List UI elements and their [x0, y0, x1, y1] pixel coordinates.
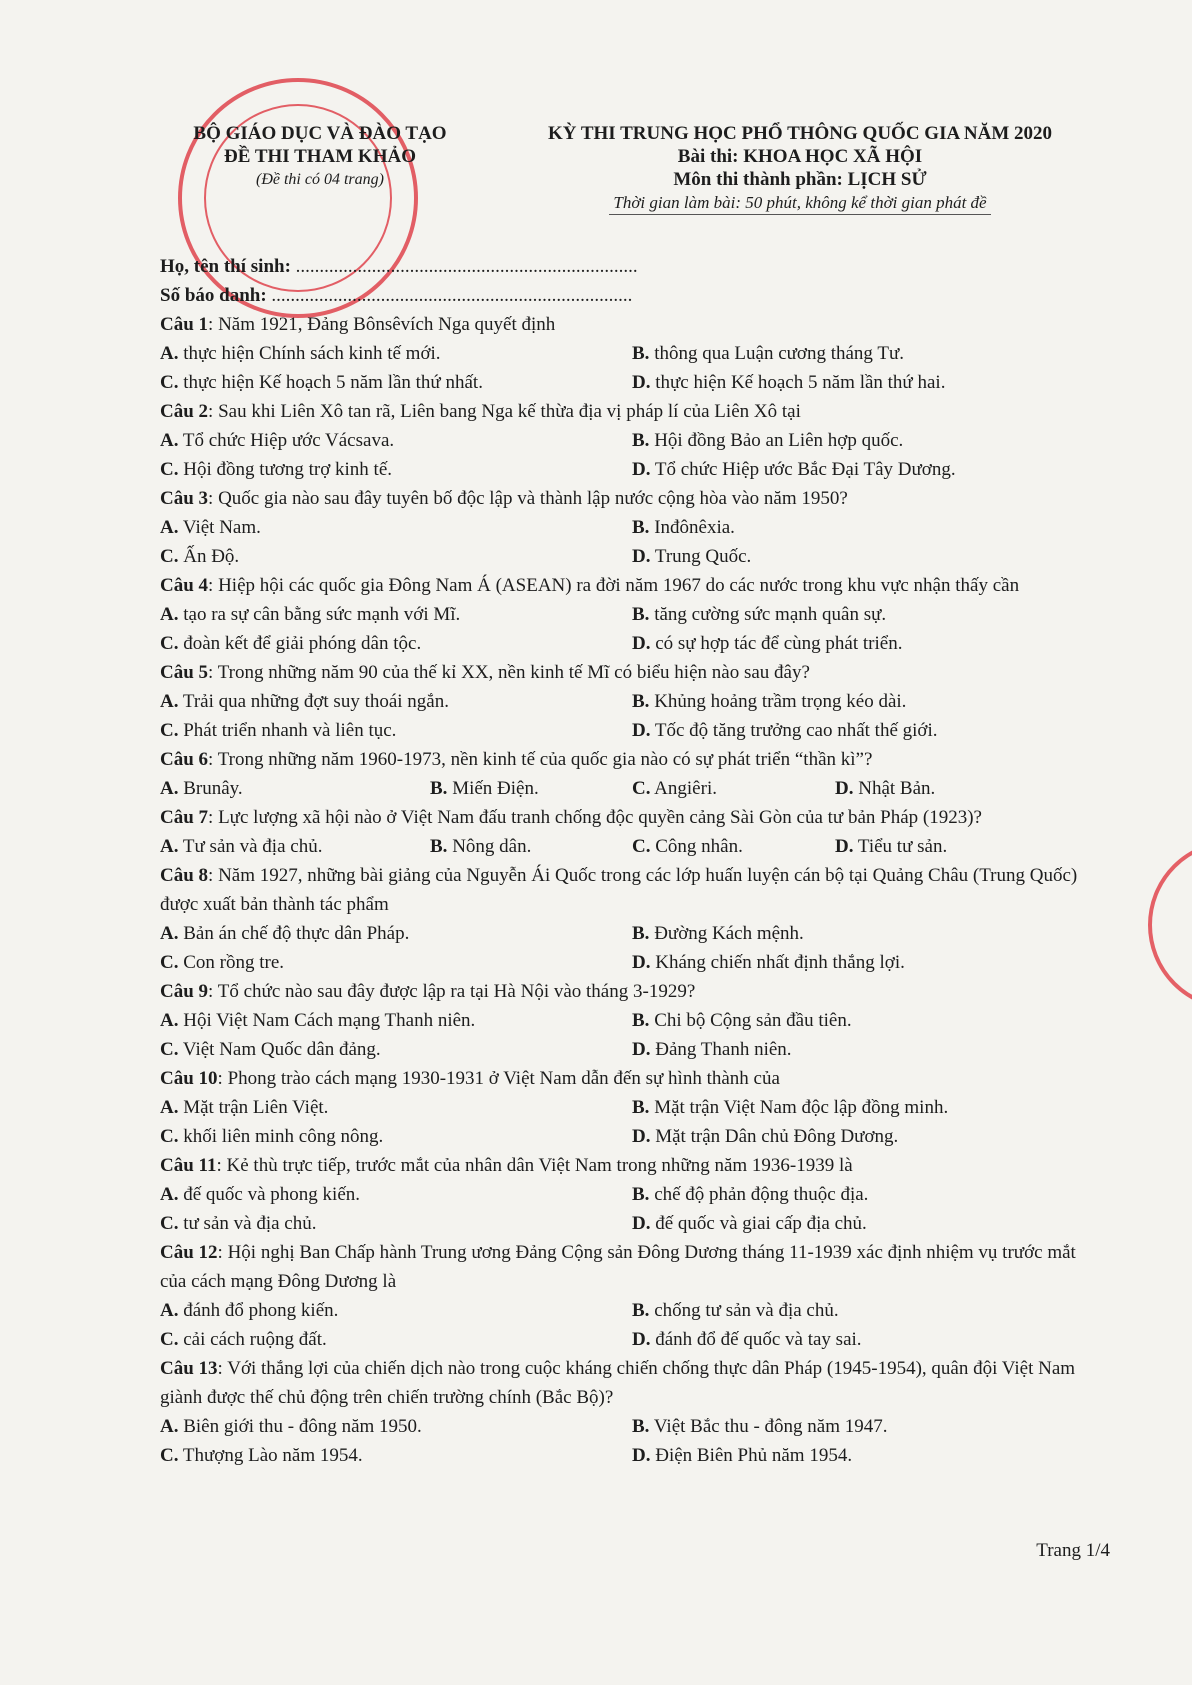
option-letter: A. [160, 778, 179, 799]
option-text: đoàn kết để giải phóng dân tộc. [178, 633, 422, 654]
question-number: Câu 12 [160, 1242, 218, 1263]
option-letter: B. [632, 1416, 650, 1437]
answer-option [160, 948, 632, 977]
option-text: Angiêri. [650, 778, 717, 799]
candidate-name-line [160, 252, 1105, 281]
page-number: Trang 1/4 [1036, 1540, 1110, 1561]
question-stem [160, 1151, 1105, 1180]
answer-option [160, 1209, 632, 1238]
question-stem [160, 484, 1105, 513]
option-text: Mặt trận Việt Nam độc lập đồng minh. [649, 1097, 949, 1118]
answer-option [835, 774, 1105, 803]
option-text: tăng cường sức mạnh quân sự. [649, 604, 887, 625]
option-text: đánh đổ phong kiến. [178, 1300, 339, 1321]
option-text: Inđônêxia. [649, 517, 735, 538]
option-text: thông qua Luận cương tháng Tư. [649, 343, 904, 364]
option-letter: C. [160, 372, 179, 393]
question-4 [160, 571, 1105, 658]
answer-option [632, 1441, 1105, 1470]
option-letter: A. [160, 1184, 179, 1205]
option-text: Hội đồng Bảo an Liên hợp quốc. [649, 430, 904, 451]
option-letter: B. [430, 778, 448, 799]
answer-option [632, 455, 1105, 484]
option-text: Việt Nam Quốc dân đảng. [178, 1039, 381, 1060]
answer-options [160, 426, 1105, 484]
answer-options [160, 1006, 1105, 1064]
question-number: Câu 13 [160, 1358, 218, 1379]
option-text: Thượng Lào năm 1954. [178, 1445, 363, 1466]
question-6 [160, 745, 1105, 803]
option-text: Tổ chức Hiệp ước Vácsava. [178, 430, 395, 451]
answer-option [632, 1006, 1105, 1035]
question-text: : Tổ chức nào sau đây được lập ra tại Hà Nội vào tháng 3-1929? [208, 981, 696, 1002]
answer-option [160, 513, 632, 542]
question-number: Câu 3 [160, 488, 209, 509]
question-number: Câu 8 [160, 865, 209, 886]
option-letter: C. [160, 1126, 179, 1147]
answer-option [160, 1180, 632, 1209]
option-letter: D. [632, 952, 651, 973]
option-letter: B. [632, 430, 650, 451]
option-text: khối liên minh công nông. [178, 1126, 384, 1147]
option-letter: C. [160, 952, 179, 973]
option-letter: D. [835, 778, 854, 799]
answer-options [160, 513, 1105, 571]
answer-option [835, 832, 1105, 861]
option-text: Brunây. [178, 778, 243, 799]
answer-option [632, 1412, 1105, 1441]
option-text: Hội đồng tương trợ kinh tế. [178, 459, 393, 480]
answer-options [160, 1180, 1105, 1238]
option-text: Công nhân. [650, 836, 743, 857]
option-letter: B. [632, 1300, 650, 1321]
answer-option [160, 339, 632, 368]
answer-option [632, 600, 1105, 629]
answer-option [160, 687, 632, 716]
question-list [160, 310, 1105, 1470]
option-letter: B. [632, 1097, 650, 1118]
option-letter: A. [160, 1416, 179, 1437]
answer-option [632, 948, 1105, 977]
question-number: Câu 6 [160, 749, 209, 770]
option-letter: B. [632, 343, 650, 364]
answer-option [160, 1325, 632, 1354]
question-1 [160, 310, 1105, 397]
candidate-id-label: Số báo danh: [160, 285, 267, 306]
option-letter: D. [632, 372, 651, 393]
option-letter: D. [632, 1329, 651, 1350]
answer-option [160, 600, 632, 629]
option-text: Tư sản và địa chủ. [178, 836, 323, 857]
option-letter: D. [632, 546, 651, 567]
answer-option [160, 426, 632, 455]
option-text: đế quốc và phong kiến. [178, 1184, 360, 1205]
answer-options [160, 919, 1105, 977]
option-text: thực hiện Kế hoạch 5 năm lần thứ hai. [650, 372, 946, 393]
pages-note: (Đề thi có 04 trang) [256, 171, 384, 188]
header-right [500, 122, 1100, 215]
option-text: chế độ phản động thuộc địa. [649, 1184, 869, 1205]
question-10 [160, 1064, 1105, 1151]
question-number: Câu 5 [160, 662, 209, 683]
candidate-id-field: ............................................................................ [271, 285, 633, 306]
option-letter: D. [632, 720, 651, 741]
option-letter: A. [160, 604, 179, 625]
option-text: có sự hợp tác để cùng phát triển. [650, 633, 903, 654]
answer-option [160, 1093, 632, 1122]
answer-option [632, 426, 1105, 455]
question-text: : Kẻ thù trực tiếp, trước mắt của nhân dân Việt Nam trong những năm 1936-1939 là [216, 1155, 853, 1176]
option-letter: D. [835, 836, 854, 857]
option-text: Khủng hoảng trầm trọng kéo dài. [649, 691, 907, 712]
question-text: : Năm 1927, những bài giảng của Nguyễn Ái Quốc trong các lớp huấn luyện cán bộ tại Quảng Châu (Trung Quốc) được xuất bản thành tác phẩm [160, 865, 1078, 915]
option-letter: C. [632, 778, 651, 799]
option-letter: C. [160, 1039, 179, 1060]
option-letter: C. [160, 633, 179, 654]
option-text: Mặt trận Dân chủ Đông Dương. [650, 1126, 899, 1147]
option-letter: D. [632, 1126, 651, 1147]
answer-option [632, 542, 1105, 571]
option-text: Trải qua những đợt suy thoái ngắn. [178, 691, 449, 712]
option-text: Nhật Bản. [853, 778, 936, 799]
option-letter: A. [160, 836, 179, 857]
answer-option [632, 716, 1105, 745]
option-text: Bản án chế độ thực dân Pháp. [178, 923, 410, 944]
option-text: Tốc độ tăng trưởng cao nhất thế giới. [650, 720, 938, 741]
answer-option [160, 716, 632, 745]
option-text: Ấn Độ. [178, 546, 240, 567]
option-text: Việt Bắc thu - đông năm 1947. [649, 1416, 888, 1437]
question-11 [160, 1151, 1105, 1238]
exam-content [160, 252, 1105, 1470]
option-letter: B. [632, 604, 650, 625]
option-letter: C. [160, 459, 179, 480]
option-letter: D. [632, 459, 651, 480]
time-note: Thời gian làm bài: 50 phút, không kể thời gian phát đề [609, 191, 990, 215]
question-text: : Hiệp hội các quốc gia Đông Nam Á (ASEAN) ra đời năm 1967 do các nước trong khu vực nhận thấy cần [208, 575, 1020, 596]
answer-option [160, 774, 430, 803]
question-12 [160, 1238, 1105, 1354]
question-stem [160, 658, 1105, 687]
answer-option [632, 629, 1105, 658]
question-7 [160, 803, 1105, 861]
answer-option [160, 542, 632, 571]
option-text: Trung Quốc. [650, 546, 752, 567]
answer-option [160, 368, 632, 397]
answer-option [430, 832, 632, 861]
question-text: : Hội nghị Ban Chấp hành Trung ương Đảng Cộng sản Đông Dương tháng 11-1939 xác định nhiệm vụ trước mắt của cách mạng Đông Dương là [160, 1242, 1076, 1292]
question-2 [160, 397, 1105, 484]
candidate-name-label: Họ, tên thí sinh: [160, 256, 291, 277]
option-letter: A. [160, 923, 179, 944]
answer-option [632, 919, 1105, 948]
option-letter: B. [430, 836, 448, 857]
question-stem [160, 803, 1105, 832]
option-letter: A. [160, 1097, 179, 1118]
question-number: Câu 9 [160, 981, 209, 1002]
option-letter: A. [160, 1300, 179, 1321]
option-letter: C. [632, 836, 651, 857]
option-letter: B. [632, 1010, 650, 1031]
question-text: : Sau khi Liên Xô tan rã, Liên bang Nga kế thừa địa vị pháp lí của Liên Xô tại [208, 401, 801, 422]
answer-option [160, 1296, 632, 1325]
answer-options [160, 1296, 1105, 1354]
question-number: Câu 7 [160, 807, 209, 828]
question-stem [160, 1238, 1105, 1296]
subject-line: Bài thi: KHOA HỌC XÃ HỘI [677, 146, 923, 167]
answer-option [160, 1412, 632, 1441]
answer-option [632, 1122, 1105, 1151]
header-left [160, 122, 480, 191]
answer-options [160, 1412, 1105, 1470]
option-letter: A. [160, 1010, 179, 1031]
question-text: : Năm 1921, Đảng Bônsêvích Nga quyết định [208, 314, 556, 335]
question-stem [160, 861, 1105, 919]
question-stem [160, 1064, 1105, 1093]
option-letter: B. [632, 517, 650, 538]
option-text: Miến Điện. [447, 778, 539, 799]
question-number: Câu 4 [160, 575, 209, 596]
question-13 [160, 1354, 1105, 1470]
question-number: Câu 2 [160, 401, 209, 422]
answer-options [160, 339, 1105, 397]
answer-option [160, 1006, 632, 1035]
answer-options [160, 774, 1105, 803]
answer-option [160, 919, 632, 948]
option-letter: B. [632, 923, 650, 944]
option-text: thực hiện Kế hoạch 5 năm lần thứ nhất. [178, 372, 483, 393]
option-text: Kháng chiến nhất định thắng lợi. [650, 952, 905, 973]
option-letter: A. [160, 691, 179, 712]
edge-seal-stamp [1148, 840, 1192, 1010]
option-letter: C. [160, 720, 179, 741]
option-text: đánh đổ đế quốc và tay sai. [650, 1329, 862, 1350]
option-letter: D. [632, 633, 651, 654]
question-stem [160, 571, 1105, 600]
answer-options [160, 1093, 1105, 1151]
option-letter: C. [160, 546, 179, 567]
question-stem [160, 310, 1105, 339]
question-text: : Phong trào cách mạng 1930-1931 ở Việt Nam dẫn đến sự hình thành của [217, 1068, 780, 1089]
option-letter: B. [632, 1184, 650, 1205]
option-letter: A. [160, 343, 179, 364]
option-letter: D. [632, 1445, 651, 1466]
question-stem [160, 397, 1105, 426]
answer-option [632, 1035, 1105, 1064]
option-text: Tiểu tư sản. [853, 836, 948, 857]
question-9 [160, 977, 1105, 1064]
answer-option [632, 1209, 1105, 1238]
answer-option [632, 1093, 1105, 1122]
option-text: Mặt trận Liên Việt. [178, 1097, 329, 1118]
answer-option [632, 368, 1105, 397]
option-text: Biên giới thu - đông năm 1950. [178, 1416, 422, 1437]
option-text: Con rồng tre. [178, 952, 285, 973]
option-letter: A. [160, 430, 179, 451]
answer-options [160, 832, 1105, 861]
option-letter: D. [632, 1213, 651, 1234]
question-number: Câu 11 [160, 1155, 217, 1176]
question-number: Câu 10 [160, 1068, 218, 1089]
question-stem [160, 977, 1105, 1006]
question-3 [160, 484, 1105, 571]
option-text: Nông dân. [447, 836, 532, 857]
option-letter: C. [160, 1329, 179, 1350]
question-stem [160, 745, 1105, 774]
option-text: thực hiện Chính sách kinh tế mới. [178, 343, 441, 364]
question-text: : Lực lượng xã hội nào ở Việt Nam đấu tranh chống độc quyền cảng Sài Gòn của tư bản Pháp (1923)? [208, 807, 982, 828]
answer-options [160, 600, 1105, 658]
option-letter: C. [160, 1445, 179, 1466]
question-8 [160, 861, 1105, 977]
answer-option [632, 1296, 1105, 1325]
answer-option [160, 1122, 632, 1151]
question-text: : Trong những năm 1960-1973, nền kinh tế của quốc gia nào có sự phát triển “thần kì”? [208, 749, 873, 770]
option-text: Đảng Thanh niên. [650, 1039, 792, 1060]
option-text: cải cách ruộng đất. [178, 1329, 327, 1350]
answer-option [632, 1180, 1105, 1209]
option-text: tạo ra sự cân bằng sức mạnh với Mĩ. [178, 604, 461, 625]
option-letter: A. [160, 517, 179, 538]
question-stem [160, 1354, 1105, 1412]
question-text: : Trong những năm 90 của thế kỉ XX, nền kinh tế Mĩ có biểu hiện nào sau đây? [208, 662, 810, 683]
exam-type: ĐỀ THI THAM KHẢO [224, 146, 416, 167]
option-text: Việt Nam. [178, 517, 261, 538]
answer-option [632, 832, 835, 861]
answer-option [160, 629, 632, 658]
exam-title: KỲ THI TRUNG HỌC PHỔ THÔNG QUỐC GIA NĂM 2020 [547, 123, 1053, 144]
question-5 [160, 658, 1105, 745]
answer-option [430, 774, 632, 803]
answer-option [632, 513, 1105, 542]
answer-option [160, 1035, 632, 1064]
answer-option [632, 1325, 1105, 1354]
option-text: Điện Biên Phủ năm 1954. [650, 1445, 853, 1466]
answer-option [632, 774, 835, 803]
candidate-name-field: ........................................................................ [295, 256, 638, 277]
answer-option [160, 832, 430, 861]
answer-option [632, 339, 1105, 368]
answer-options [160, 687, 1105, 745]
option-text: Hội Việt Nam Cách mạng Thanh niên. [178, 1010, 476, 1031]
option-letter: B. [632, 691, 650, 712]
component-line: Môn thi thành phần: LỊCH SỬ [673, 169, 927, 190]
answer-option [160, 455, 632, 484]
option-text: Đường Kách mệnh. [649, 923, 804, 944]
option-text: chống tư sản và địa chủ. [649, 1300, 839, 1321]
question-text: : Quốc gia nào sau đây tuyên bố độc lập và thành lập nước cộng hòa vào năm 1950? [208, 488, 848, 509]
ministry-name: BỘ GIÁO DỤC VÀ ĐÀO TẠO [193, 123, 447, 144]
question-number: Câu 1 [160, 314, 209, 335]
candidate-id-line [160, 281, 1105, 310]
option-text: tư sản và địa chủ. [178, 1213, 317, 1234]
option-text: Phát triển nhanh và liên tục. [178, 720, 397, 741]
option-text: đế quốc và giai cấp địa chủ. [650, 1213, 867, 1234]
answer-option [160, 1441, 632, 1470]
answer-option [632, 687, 1105, 716]
question-text: : Với thắng lợi của chiến dịch nào trong cuộc kháng chiến chống thực dân Pháp (1945-1954), quân đội Việt Nam giành được thế chủ động trên chiến trường chính (Bắc Bộ)? [160, 1358, 1076, 1408]
option-letter: C. [160, 1213, 179, 1234]
option-text: Tổ chức Hiệp ước Bắc Đại Tây Dương. [650, 459, 956, 480]
option-letter: D. [632, 1039, 651, 1060]
option-text: Chi bộ Cộng sản đầu tiên. [649, 1010, 852, 1031]
